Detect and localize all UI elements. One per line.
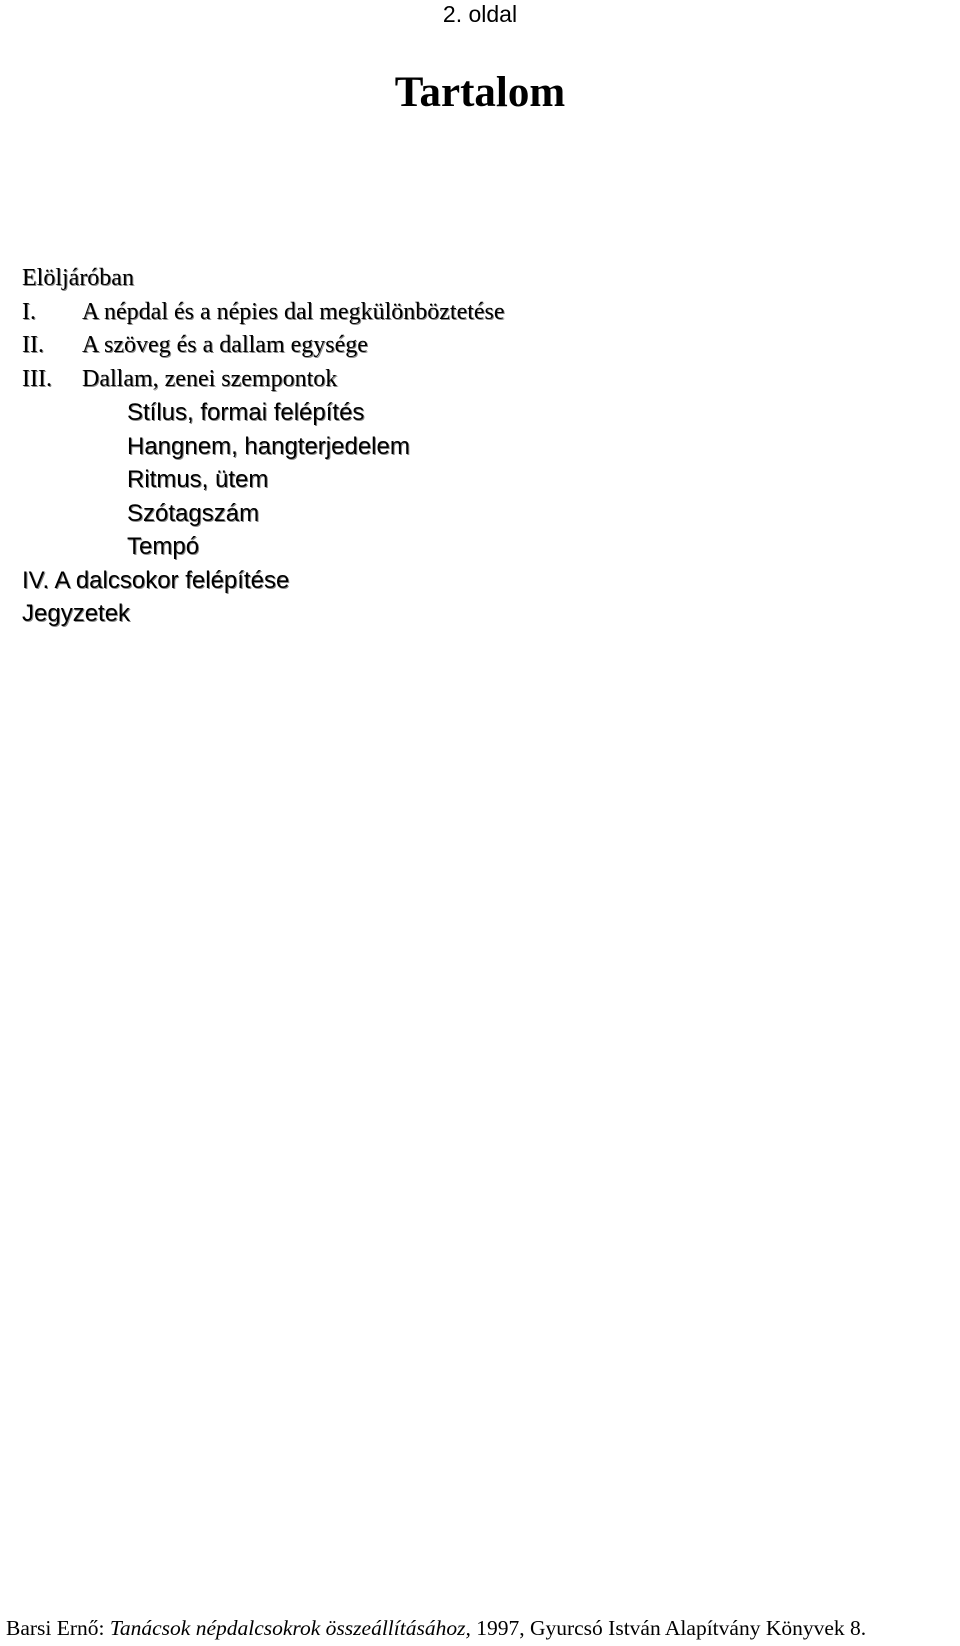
toc-entry-notes: Jegyzetek xyxy=(22,600,131,627)
toc-entry-iv: IV. A dalcsokor felépítése xyxy=(22,566,290,594)
toc-subentry-syllables: Szótagszám xyxy=(127,499,260,527)
toc-entry-label: A népdal és a népies dal megkülönböztetése xyxy=(82,298,505,325)
toc-entry-ii xyxy=(22,329,942,363)
toc-entry-i xyxy=(22,296,942,330)
toc-subentry-key: Hangnem, hangterjedelem xyxy=(127,432,410,460)
toc-subentry-style: Stílus, formai felépítés xyxy=(127,399,365,426)
table-of-contents xyxy=(22,262,942,631)
toc-subentry-rhythm: Ritmus, ütem xyxy=(127,466,269,493)
toc-entry-iii xyxy=(22,363,942,397)
toc-subentry-tempo: Tempó xyxy=(127,533,200,560)
toc-entry-number: I. xyxy=(22,298,36,325)
footer-book-title: Tanácsok népdalcsokrok összeállításához, xyxy=(109,1616,471,1640)
toc-entry-intro: Elöljáróban xyxy=(22,265,134,291)
toc-entry-label: Dallam, zenei szempontok xyxy=(82,365,338,392)
page-number: 2. oldal xyxy=(442,1,518,27)
page-footer xyxy=(6,1614,960,1642)
footer-publication: 1997, Gyurcsó István Alapítvány Könyvek 8. xyxy=(476,1616,867,1640)
page-title: Tartalom xyxy=(394,69,566,116)
toc-entry-number: III. xyxy=(22,365,52,392)
footer-author: Barsi Ernő: xyxy=(6,1616,105,1640)
toc-entry-label: A szöveg és a dallam egysége xyxy=(82,332,368,358)
toc-entry-number: II. xyxy=(22,332,44,358)
